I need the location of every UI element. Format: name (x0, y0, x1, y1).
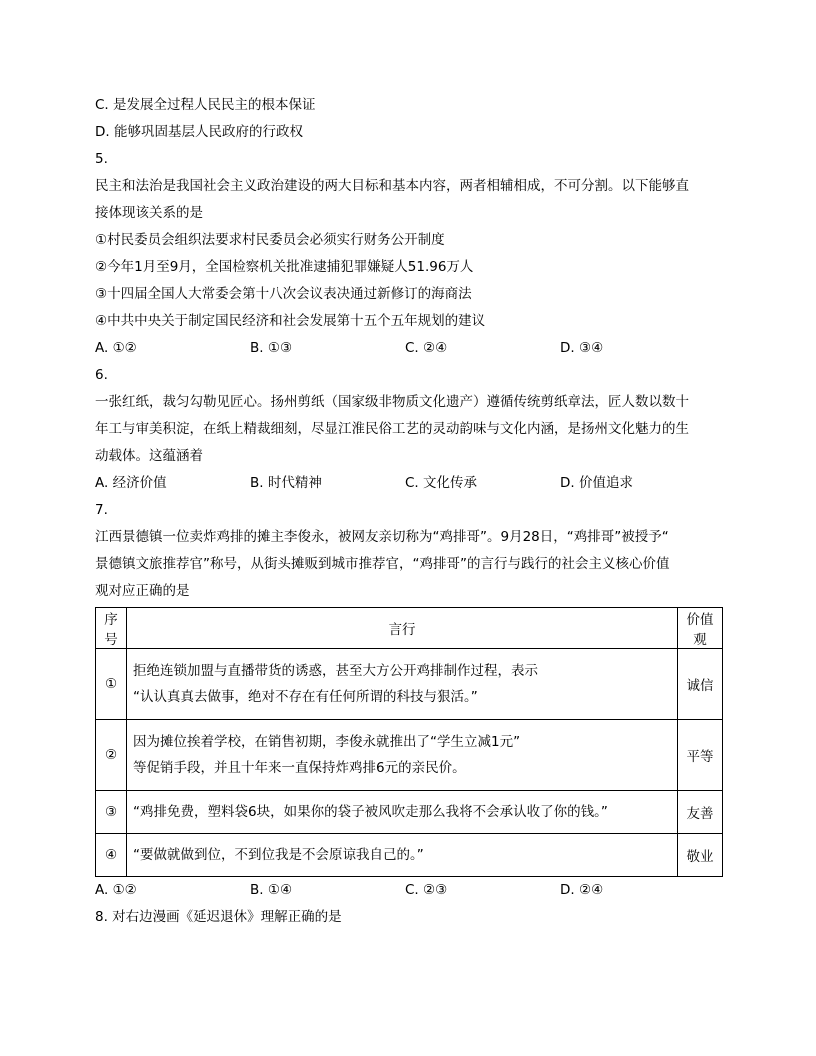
header-value: 价值观 (678, 608, 723, 649)
question-stem-line: 民主和法治是我国社会主义政治建设的两大目标和基本内容，两者相辅相成，不可分割。以下能够直 (95, 178, 689, 194)
table-row (96, 720, 723, 791)
table-row (96, 649, 723, 720)
row-number: ① (96, 649, 127, 720)
row-value: 友善 (678, 791, 723, 834)
question-5 (95, 146, 723, 362)
question-number: 6. (95, 367, 108, 383)
option-a: A. ①② (95, 340, 137, 356)
row-action (127, 834, 678, 877)
row-value: 诚信 (678, 649, 723, 720)
option-c: C. ②④ (405, 340, 448, 356)
question-number: 5. (95, 151, 108, 167)
option-a: A. ①② (95, 882, 137, 898)
row-action (127, 791, 678, 834)
row-action (127, 649, 678, 720)
row-action-line: 拒绝连锁加盟与直播带货的诱惑，甚至大方公开鸡排制作过程，表示 (133, 663, 538, 679)
option-b: B. ①③ (250, 340, 293, 356)
row-number: ② (96, 720, 127, 791)
exam-page (95, 92, 723, 931)
row-action-line: 因为摊位挨着学校，在销售初期，李俊永就推出了“学生立减1元” (133, 734, 521, 750)
statement-item: ①村民委员会组织法要求村民委员会必须实行财务公开制度 (95, 232, 445, 248)
values-table (95, 607, 723, 877)
statement-item: ②今年1月至9月，全国检察机关批准逮捕犯罪嫌疑人51.96万人 (95, 259, 474, 275)
question-stem-line: 景德镇文旅推荐官”称号，从街头摊贩到城市推荐官，“鸡排哥”的言行与践行的社会主义核心价值 (95, 556, 670, 572)
question-7 (95, 497, 723, 904)
option-b: B. 时代精神 (250, 475, 322, 491)
row-number: ④ (96, 834, 127, 877)
table-row (96, 834, 723, 877)
table-header-row (96, 608, 723, 649)
question-number: 7. (95, 502, 108, 518)
option-c: C. 文化传承 (405, 475, 478, 491)
row-action-line: “要做就做到位，不到位我是不会原谅我自己的。” (133, 847, 424, 863)
row-action-line: 等促销手段，并且十年来一直保持炸鸡排6元的亲民价。 (133, 760, 466, 776)
row-number: ③ (96, 791, 127, 834)
row-value: 平等 (678, 720, 723, 791)
header-number: 序号 (96, 608, 127, 649)
option-d: D. ②④ (560, 882, 604, 898)
option-b: B. ①④ (250, 882, 293, 898)
option-a: A. 经济价值 (95, 475, 167, 491)
question-stem-line: 动载体。这蕴涵着 (95, 448, 203, 464)
statement-item: ③十四届全国人大常委会第十八次会议表决通过新修订的海商法 (95, 286, 472, 302)
q4-option-d: D. 能够巩固基层人民政府的行政权 (95, 124, 303, 140)
q4-option-c: C. 是发展全过程人民民主的根本保证 (95, 97, 316, 113)
row-value: 敬业 (678, 834, 723, 877)
option-c: C. ②③ (405, 882, 448, 898)
row-action (127, 720, 678, 791)
question-6 (95, 362, 723, 497)
answer-options (95, 335, 723, 362)
question-stem-line: 江西景德镇一位卖炸鸡排的摊主李俊永，被网友亲切称为“鸡排哥”。9月28日，“鸡排哥”被授予“ (95, 529, 669, 545)
question-stem-line: 一张红纸，裁匀勾勒见匠心。扬州剪纸（国家级非物质文化遗产）遵循传统剪纸章法，匠人数以数十 (95, 394, 689, 410)
answer-options (95, 877, 723, 904)
statement-item: ④中共中央关于制定国民经济和社会发展第十五个五年规划的建议 (95, 313, 486, 329)
option-d: D. 价值追求 (560, 475, 633, 491)
option-d: D. ③④ (560, 340, 604, 356)
answer-options (95, 470, 723, 497)
question-8-stem: 8. 对右边漫画《延迟退休》理解正确的是 (95, 909, 342, 925)
row-action-line: “认认真真去做事，绝对不存在有任何所谓的科技与狠活。” (133, 689, 478, 705)
header-action: 言行 (127, 608, 678, 649)
row-action-line: “鸡排免费，塑料袋6块，如果你的袋子被风吹走那么我将不会承认收了你的钱。” (133, 804, 608, 820)
question-stem-line: 接体现该关系的是 (95, 205, 203, 221)
question-stem-line: 年工与审美积淀，在纸上精裁细刻，尽显江淮民俗工艺的灵动韵味与文化内涵，是扬州文化魅力的生 (95, 421, 689, 437)
table-row (96, 791, 723, 834)
question-stem-line: 观对应正确的是 (95, 583, 190, 599)
